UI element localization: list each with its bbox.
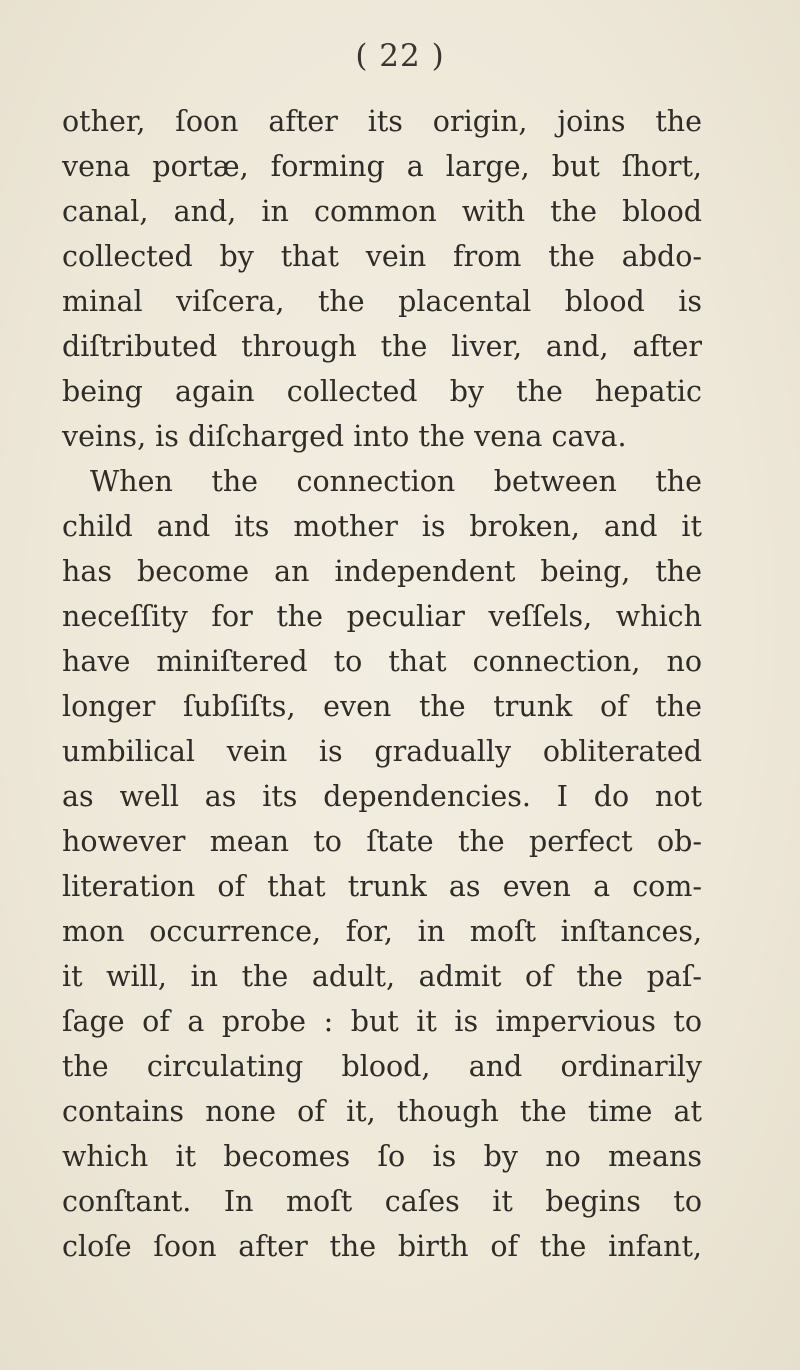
text-line: conſtant. In moſt caſes it begins to xyxy=(62,1185,702,1218)
text-line: literation of that trunk as even a com- xyxy=(62,870,702,903)
text-line: diſtributed through the liver, and, after xyxy=(62,330,702,363)
text-line: mon occurrence, for, in moſt inſtances, xyxy=(62,915,702,948)
text-line: contains none of it, though the time at xyxy=(62,1095,702,1128)
text-line: as well as its dependencies. I do not xyxy=(62,780,702,813)
text-line: longer ſubſiſts, even the trunk of the xyxy=(62,690,702,723)
text-line: canal, and, in common with the blood xyxy=(62,195,702,228)
text-line: neceſſity for the peculiar veſſels, which xyxy=(62,600,702,633)
text-line: has become an independent being, the xyxy=(62,555,702,588)
text-line: other, ſoon after its origin, joins the xyxy=(62,105,702,138)
text-line: it will, in the adult, admit of the paſ- xyxy=(62,960,702,993)
text-line: which it becomes ſo is by no means xyxy=(62,1140,702,1173)
text-line: cloſe ſoon after the birth of the infant, xyxy=(62,1230,702,1263)
text-line: child and its mother is broken, and it xyxy=(62,510,702,543)
text-line: the circulating blood, and ordinarily xyxy=(62,1050,702,1083)
text-line: umbilical vein is gradually obliterated xyxy=(62,735,702,768)
text-line: When the connection between the xyxy=(90,465,702,498)
text-line: collected by that vein from the abdo- xyxy=(62,240,702,273)
text-line: veins, is diſcharged into the vena cava. xyxy=(62,420,627,453)
page-number: ( 22 ) xyxy=(355,38,445,74)
text-line: however mean to ſtate the perfect ob- xyxy=(62,825,702,858)
text-line: vena portæ, forming a large, but ſhort, xyxy=(62,150,702,183)
text-line: being again collected by the hepatic xyxy=(62,375,702,408)
text-line: ſage of a probe : but it is impervious to xyxy=(62,1005,702,1038)
text-line: minal viſcera, the placental blood is xyxy=(62,285,702,318)
body-text xyxy=(62,99,702,1269)
text-line: have miniſtered to that connection, no xyxy=(62,645,702,678)
